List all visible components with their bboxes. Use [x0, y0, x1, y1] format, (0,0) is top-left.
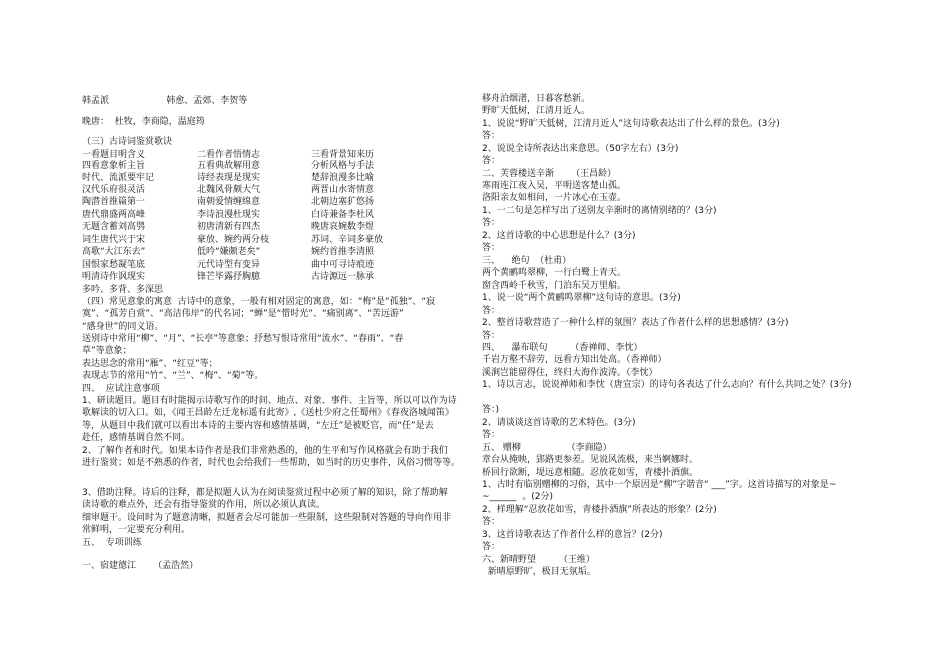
left-line-cell: 五看典故解用意	[197, 161, 261, 171]
right-line: 答：	[482, 430, 501, 440]
left-line-cell: 两晋山水寄情意	[311, 185, 375, 195]
left-line: 表现志节的常用“竹”、“兰”、“梅”、“菊”等。	[82, 371, 264, 381]
left-line: 赴任，感情基调自然不同。	[82, 433, 191, 443]
left-line-cell: 初唐清新有四杰	[197, 222, 261, 232]
right-line: 2、整首诗歌营造了一种什么样的氛围？表达了作者什么样的思想感情？(3分)	[482, 318, 789, 328]
right-line: 溪涧岂能留得住，终归大海作波涛。（李忱）	[482, 368, 658, 378]
left-line: 读诗歌的难点外，还会有指导鉴赏的作用，所以必须认真读。	[82, 500, 326, 510]
right-line: 1、一二句是怎样写出了送别友辛渐时的离情别绪的？(3分)	[482, 206, 717, 216]
right-line: 答：	[482, 243, 501, 253]
right-line: 野旷天低树，江清月近人。	[482, 106, 591, 116]
right-line: ~______ 。(2分)	[482, 492, 554, 502]
right-line: 1、说一说“两个黄鹂鸣翠柳”这句诗的意思。(3分)	[482, 293, 681, 303]
left-line-cell: 三看背景知来历	[311, 150, 375, 160]
left-line: 草”等意象；	[82, 346, 132, 356]
right-line: 3、这首诗歌表达了作者什么样的意旨？(2分)	[482, 530, 663, 540]
right-line: 移舟泊烟渚，日暮客愁新。	[482, 94, 591, 104]
right-line: 1、说说“野旷天低树，江清月近人”这句诗歌表达出了什么样的景色。(3分)	[482, 119, 780, 129]
left-line: 表达思念的常用“雁”、“红豆”等；	[82, 359, 218, 369]
left-line-cell: 唐代鼎盛两高峰	[82, 210, 146, 220]
left-line: 送别诗中常用“柳”、“月”、“长亭”等意象；抒愁写恨诗常用“流水”、“春雨”、“春	[82, 334, 404, 344]
left-line-cell: 词生唐代兴于宋	[82, 235, 146, 245]
left-line-cell: 时代、流派要牢记	[82, 173, 155, 183]
left-line: 等，从题目中我们就可以看出本诗的主要内容和感情基调，“左迁”是被贬官，而“任”是去	[82, 421, 434, 431]
left-line-cell: 苏词、辛词多豪放	[311, 235, 384, 245]
left-line: 进行鉴赏；如是不熟悉的作者，时代也会给我们一些帮助，如当时的历史事件，风俗习惯等等。	[82, 458, 461, 468]
left-line-cell: 婉约首推李清照	[311, 247, 375, 257]
right-line: 2、样理解“忍放花如雪，青楼扑酒旗”所表达的形象？(2分)	[482, 505, 717, 515]
left-line: 晚唐： 杜牧，李商隐，温庭筠	[82, 117, 205, 127]
left-line-cell: 汉代乐府很灵活	[82, 185, 146, 195]
right-line: 桥回行欲断，堤远意相随。忍放花如雪，青楼扑酒旗。	[482, 468, 699, 478]
right-line: 千岩万壑不辞劳，远看方知出处高。（香禅师）	[482, 355, 667, 365]
right-line: 2、这首诗歌的中心思想是什么？(3分)	[482, 231, 636, 241]
left-line-cell: 无题含蓄刘高鸮	[82, 222, 146, 232]
right-line: 答：	[482, 218, 501, 228]
right-line: 两个黄鹂鸣翠柳，一行白鹭上青天。	[482, 268, 627, 278]
left-line-cell: 高歌“大江东去”	[82, 247, 146, 257]
right-line: 答：	[482, 542, 501, 552]
right-line: 答：	[482, 156, 501, 166]
right-line: 四、 瀑布联句 （香禅师、李忱）	[482, 343, 643, 353]
right-line: 三、 绝句 （杜甫）	[482, 256, 572, 266]
left-line-cell: 李诗浪漫杜现实	[197, 210, 261, 220]
left-line-cell: 南朝爱情缠绵意	[197, 197, 261, 207]
left-line-cell: 豪放、婉约两分枝	[197, 235, 270, 245]
right-line: 答：	[482, 131, 501, 141]
right-line: 章台从掩映，郢路更参差。见说风流极，来当婀娜时。	[482, 455, 699, 465]
left-line: “感身世”的同义语。	[82, 322, 164, 332]
left-line-cell: 北朝边塞犷悠扬	[311, 197, 375, 207]
right-line: 答：	[482, 306, 501, 316]
left-line-cell: 元代诗型有变异	[197, 260, 261, 270]
right-line: 1、诗以言志，说说禅师和李忱（唐宣宗）的诗句各表达了什么志向？有什么共同之处？(3分)	[482, 380, 852, 390]
left-line-cell: 二看作者悟情志	[197, 150, 261, 160]
left-line: 常鲜明，一定要充分利用。	[82, 525, 191, 535]
right-line: 窗含西岭千秋雪，门泊东吴万里船。	[482, 281, 627, 291]
right-line: 二、芙蓉楼送辛渐 （王昌龄）	[482, 169, 617, 179]
right-line: 2、说说全诗所表达出来意思。（50字左右）(3分)	[482, 144, 679, 154]
left-line: 细审题干。设问时为了题意清晰，拟题者会尽可能加一些限制，这些限制对答题的导向作用非	[82, 513, 452, 523]
left-line-cell: 一看题目明含义	[82, 150, 146, 160]
left-line: 韩孟派 韩愈、孟郊、李贺等	[82, 96, 248, 106]
right-line: 新晴原野旷，极目无氛垢。	[482, 567, 596, 577]
left-line: 多吟、多背、多深思	[82, 285, 164, 295]
right-line: 答：)	[482, 405, 500, 415]
left-line: 四、 应试注意事项	[82, 384, 160, 394]
left-line-cell: 锋芒毕露抒胸臆	[197, 272, 261, 282]
left-line: 1、研读题目。题目有时能揭示诗歌写作的时间、地点、对象、事件、主旨等，所以可以作为诗	[82, 396, 457, 406]
left-line-cell: 分析风格与手法	[311, 161, 375, 171]
left-line: 寞”、“孤芳自赏”、“高洁伟岸”的代名词；“蝉”是“惜时光”、“痛别离”、“苦远游”	[82, 309, 404, 319]
right-line: 答：	[482, 331, 501, 341]
left-line-cell: 诗经表现是现实	[197, 173, 261, 183]
right-line: 1、古时有临别赠柳的习俗，其中一个原因是“柳”字谐音“ ___”字。这首诗描写的对象是~	[482, 480, 837, 490]
left-line-cell: 四看意象析主旨	[82, 161, 146, 171]
right-line: 六、新晴野望 （王维）	[482, 555, 595, 565]
left-line: 歌解读的切入口。如，《闻王昌龄左迁龙标遥有此寄》,《送杜少府之任蜀州》《春夜洛城闻笛》	[82, 408, 454, 418]
left-line-cell: 国恨家愁凝笔底	[82, 260, 146, 270]
left-line: 一、宿建德江 （孟浩然）	[82, 561, 199, 571]
left-line-cell: 楚辞浪漫多比喻	[311, 173, 375, 183]
right-line: 洛阳亲友如相问，一片冰心在玉壶。	[482, 193, 627, 203]
left-line-cell: 古诗源远一脉承	[311, 272, 375, 282]
left-line: 3、借助注释。诗后的注释，都是拟题人认为在阅读鉴赏过程中必须了解的知识，除了帮助解	[82, 488, 448, 498]
left-line: （四）常见意象的寓意 古诗中的意象，一般有相对固定的寓意，如：“梅”是“孤独”、“寂	[82, 297, 436, 307]
left-line: 2、了解作者和时代。如果本诗作者是我们非常熟悉的，他的生平和写作风格就会有助于我们	[82, 446, 448, 456]
left-line-cell: 北魏风骨颇大气	[197, 185, 261, 195]
left-line-cell: 陶潜首推篇第一	[82, 197, 146, 207]
left-line-cell: 曲中可寻诗痕迹	[311, 260, 375, 270]
right-line: 寒雨连江夜入吴，平明送客楚山孤。	[482, 181, 627, 191]
left-line: （三）古诗词鉴赏歌诀	[82, 137, 173, 147]
left-line-cell: 晚唐哀婉数李煜	[311, 222, 375, 232]
right-line: 五、 赠柳 （李商隐）	[482, 443, 612, 453]
left-line-cell: 明清诗作讽现实	[82, 272, 146, 282]
left-line-cell: 低吟“嫌颇老矣”	[197, 247, 261, 257]
right-line: 2、请谈谈这首诗歌的艺术特色。(3分)	[482, 418, 636, 428]
right-line: 答：	[482, 517, 501, 527]
left-line-cell: 白诗兼备李杜风	[311, 210, 375, 220]
left-line: 五、 专项训练	[82, 538, 142, 548]
